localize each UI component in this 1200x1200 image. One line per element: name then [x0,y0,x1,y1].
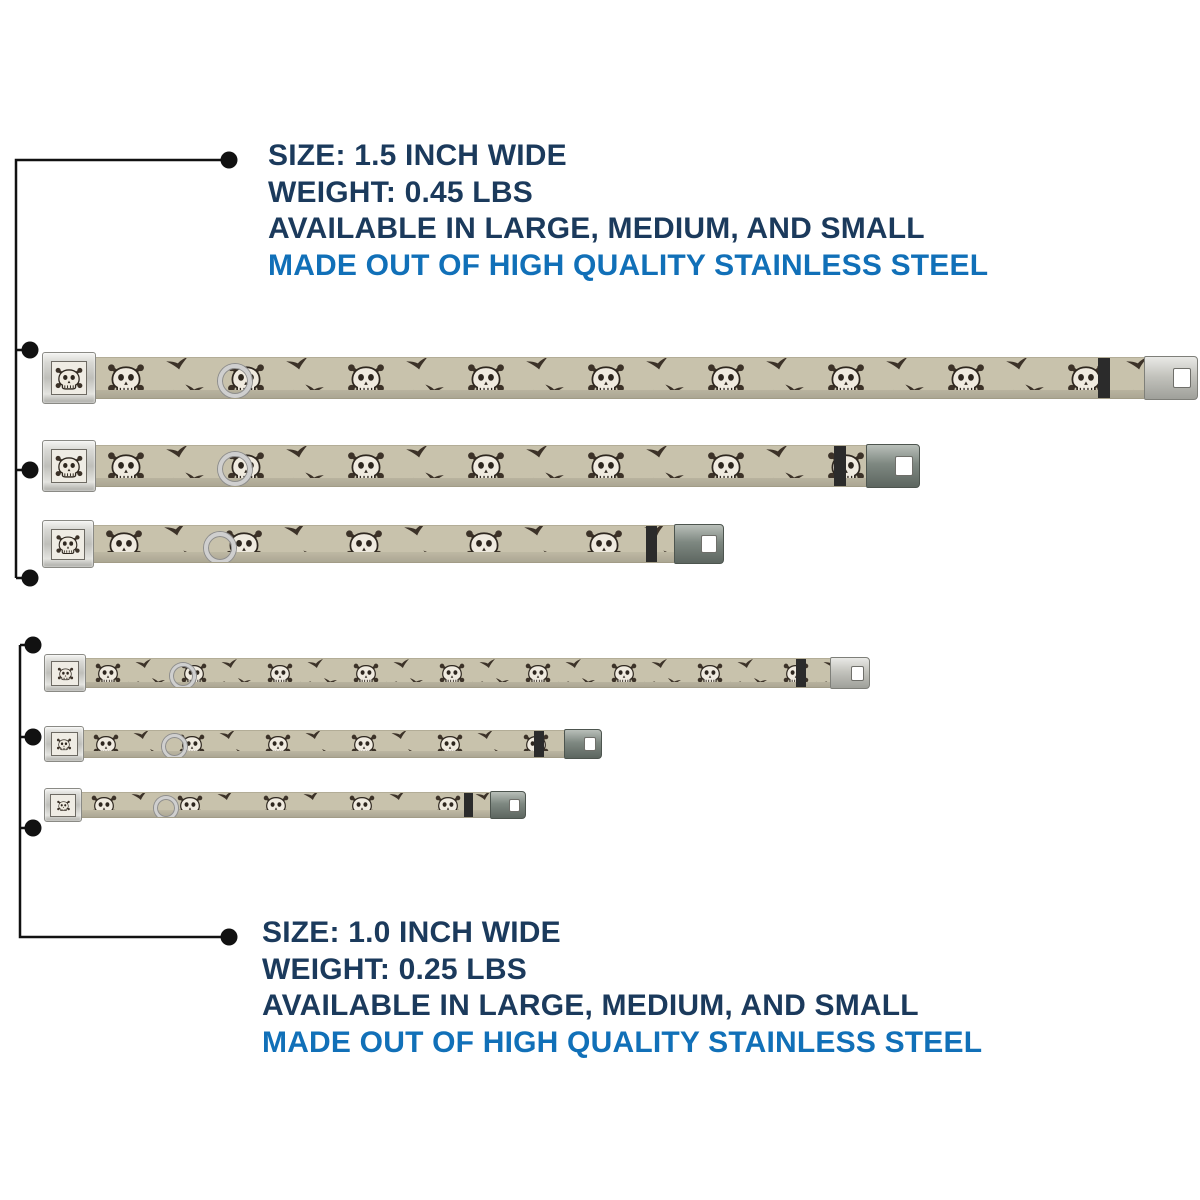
d-ring[interactable] [170,663,196,688]
buckle-tongue[interactable] [830,657,870,689]
collar-1-0-small[interactable] [44,788,526,822]
buckle-graphic [51,361,87,395]
collar-webbing [96,357,1144,399]
collar-1-5-large[interactable] [42,352,1198,404]
d-ring[interactable] [204,532,236,563]
collar-webbing [82,792,490,818]
webbing-pattern [96,446,866,486]
d-ring[interactable] [154,796,178,818]
spec-available: AVAILABLE IN LARGE, MEDIUM, AND SMALL [268,212,925,246]
buckle-graphic [51,661,79,686]
d-ring[interactable] [218,364,252,398]
webbing-pattern [86,659,830,687]
buckle-tongue[interactable] [1144,356,1198,400]
keeper-loop[interactable] [796,658,806,688]
seatbelt-buckle[interactable] [44,654,86,692]
keeper-loop[interactable] [834,445,846,487]
collar-1-5-medium[interactable] [42,440,920,492]
bracket-dot [22,342,39,359]
seatbelt-buckle[interactable] [44,788,82,822]
collar-1-5-small[interactable] [42,520,724,568]
buckle-tongue[interactable] [866,444,920,488]
spec-material: MADE OUT OF HIGH QUALITY STAINLESS STEEL [268,248,989,282]
collar-webbing [96,445,866,487]
spec-block-1-5-inch [268,138,988,284]
collar-webbing [94,525,674,563]
collar-1-0-large[interactable] [44,654,870,692]
spec-material: MADE OUT OF HIGH QUALITY STAINLESS STEEL [262,1025,983,1059]
bracket-dot [25,637,42,654]
collar-webbing [86,658,830,688]
keeper-loop[interactable] [646,525,657,563]
d-ring[interactable] [162,734,187,758]
bracket-dot [25,820,42,837]
collar-webbing [84,730,564,758]
keeper-loop[interactable] [534,730,544,758]
webbing-pattern [96,358,1144,398]
leader-dot-bottom [221,929,238,946]
webbing-pattern [82,793,490,817]
buckle-tongue[interactable] [564,729,602,759]
bracket-dot [22,462,39,479]
buckle-graphic [51,732,78,756]
webbing-pattern [84,731,564,757]
spec-size: SIZE: 1.5 INCH WIDE [268,139,567,172]
seatbelt-buckle[interactable] [42,440,96,492]
seatbelt-buckle[interactable] [44,726,84,762]
seatbelt-buckle[interactable] [42,520,94,568]
buckle-graphic [51,449,87,483]
keeper-loop[interactable] [464,792,473,818]
bracket-dot [25,729,42,746]
leader-dot-top [221,152,238,169]
buckle-graphic [50,794,76,817]
bracket-dot [22,570,39,587]
seatbelt-buckle[interactable] [42,352,96,404]
spec-block-1-0-inch [262,915,982,1061]
webbing-pattern [94,526,674,562]
collar-1-0-medium[interactable] [44,726,602,762]
d-ring[interactable] [218,452,252,486]
spec-size: SIZE: 1.0 INCH WIDE [262,916,561,949]
buckle-graphic [51,529,85,560]
spec-weight: WEIGHT: 0.25 LBS [262,952,527,986]
buckle-tongue[interactable] [674,524,724,564]
keeper-loop[interactable] [1098,357,1110,399]
buckle-tongue[interactable] [490,791,526,819]
spec-weight: WEIGHT: 0.45 LBS [268,175,533,209]
spec-available: AVAILABLE IN LARGE, MEDIUM, AND SMALL [262,989,919,1023]
